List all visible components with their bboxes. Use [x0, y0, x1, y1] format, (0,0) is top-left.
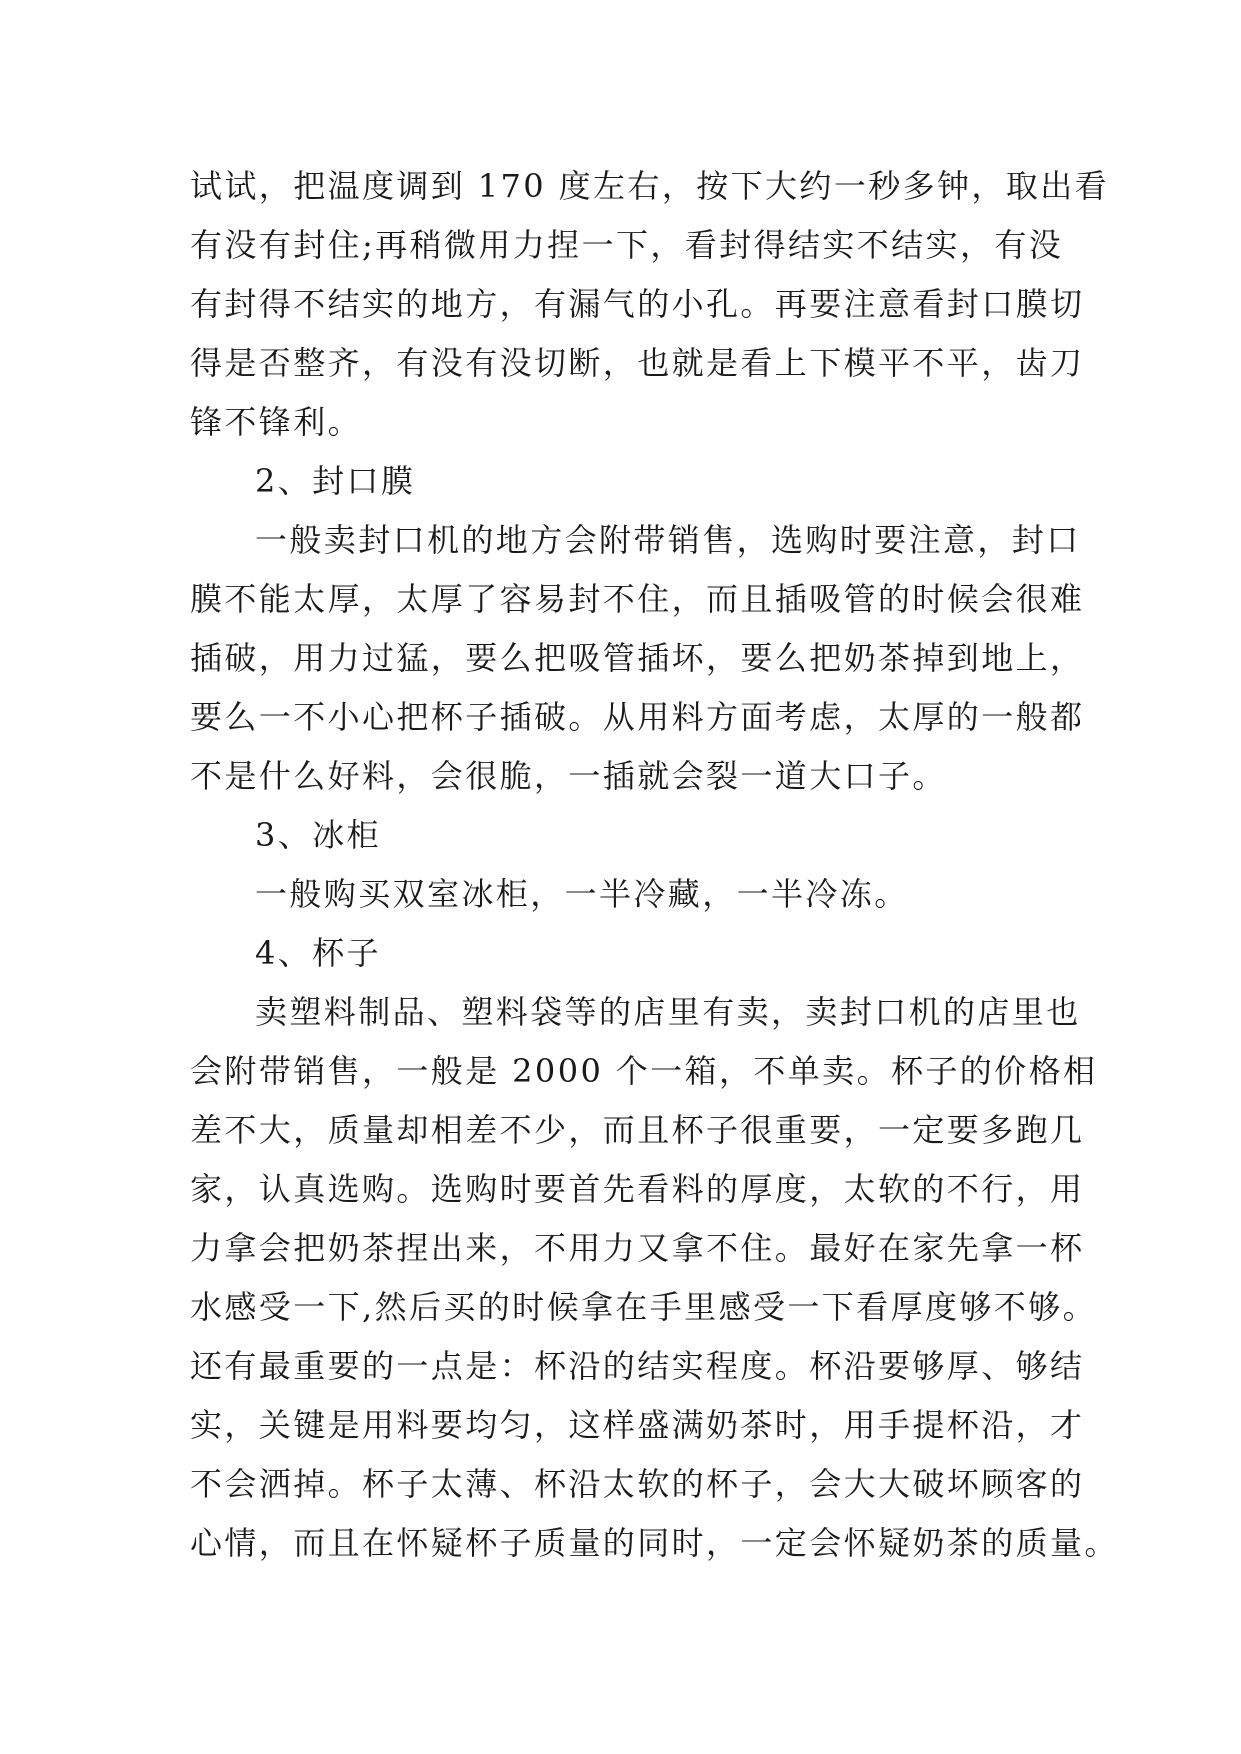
- paragraph-line: 有封得不结实的地方，有漏气的小孔。再要注意看封口膜切: [190, 285, 1085, 323]
- paragraph-line: 得是否整齐，有没有没切断，也就是看上下模平不平，齿刀: [190, 344, 1085, 382]
- paragraph-line: 试试，把温度调到 170 度左右，按下大约一秒多钟，取出看: [190, 167, 1110, 205]
- paragraph-line: 会附带销售，一般是 2000 个一箱，不单卖。杯子的价格相: [190, 1052, 1098, 1090]
- paragraph-line: 差不大，质量却相差不少，而且杯子很重要，一定要多跑几: [190, 1111, 1085, 1149]
- paragraph-line: 水感受一下,然后买的时候拿在手里感受一下看厚度够不够。: [190, 1288, 1097, 1326]
- paragraph-line: 一般购买双室冰柜，一半冷藏，一半冷冻。: [255, 875, 909, 913]
- paragraph-line: 不是什么好料，会很脆，一插就会裂一道大口子。: [190, 757, 947, 795]
- paragraph-line: 卖塑料制品、塑料袋等的店里有卖，卖封口机的店里也: [255, 993, 1081, 1031]
- section-heading: 3、冰柜: [255, 816, 381, 854]
- paragraph-line: 还有最重要的一点是：杯沿的结实程度。杯沿要够厚、够结: [190, 1347, 1085, 1385]
- paragraph-line: 不会洒掉。杯子太薄、杯沿太软的杯子，会大大破坏顾客的: [190, 1465, 1085, 1503]
- paragraph-line: 有没有封住;再稍微用力捏一下，看封得结实不结实，有没: [190, 226, 1064, 264]
- paragraph-line: 锋不锋利。: [190, 403, 363, 441]
- section-heading: 2、封口膜: [255, 462, 416, 500]
- paragraph-line: 要么一不小心把杯子插破。从用料方面考虑，太厚的一般都: [190, 698, 1085, 736]
- paragraph-line: 家，认真选购。选购时要首先看料的厚度，太软的不行，用: [190, 1170, 1085, 1208]
- paragraph-line: 心情，而且在怀疑杯子质量的同时，一定会怀疑奶茶的质量。: [190, 1524, 1119, 1562]
- paragraph-line: 实，关键是用料要均匀，这样盛满奶茶时，用手提杯沿，才: [190, 1406, 1085, 1444]
- paragraph-line: 膜不能太厚，太厚了容易封不住，而且插吸管的时候会很难: [190, 580, 1085, 618]
- section-heading: 4、杯子: [255, 934, 381, 972]
- paragraph-line: 一般卖封口机的地方会附带销售，选购时要注意，封口: [255, 521, 1081, 559]
- paragraph-line: 力拿会把奶茶捏出来，不用力又拿不住。最好在家先拿一杯: [190, 1229, 1085, 1267]
- paragraph-line: 插破，用力过猛，要么把吸管插坏，要么把奶茶掉到地上，: [190, 639, 1085, 677]
